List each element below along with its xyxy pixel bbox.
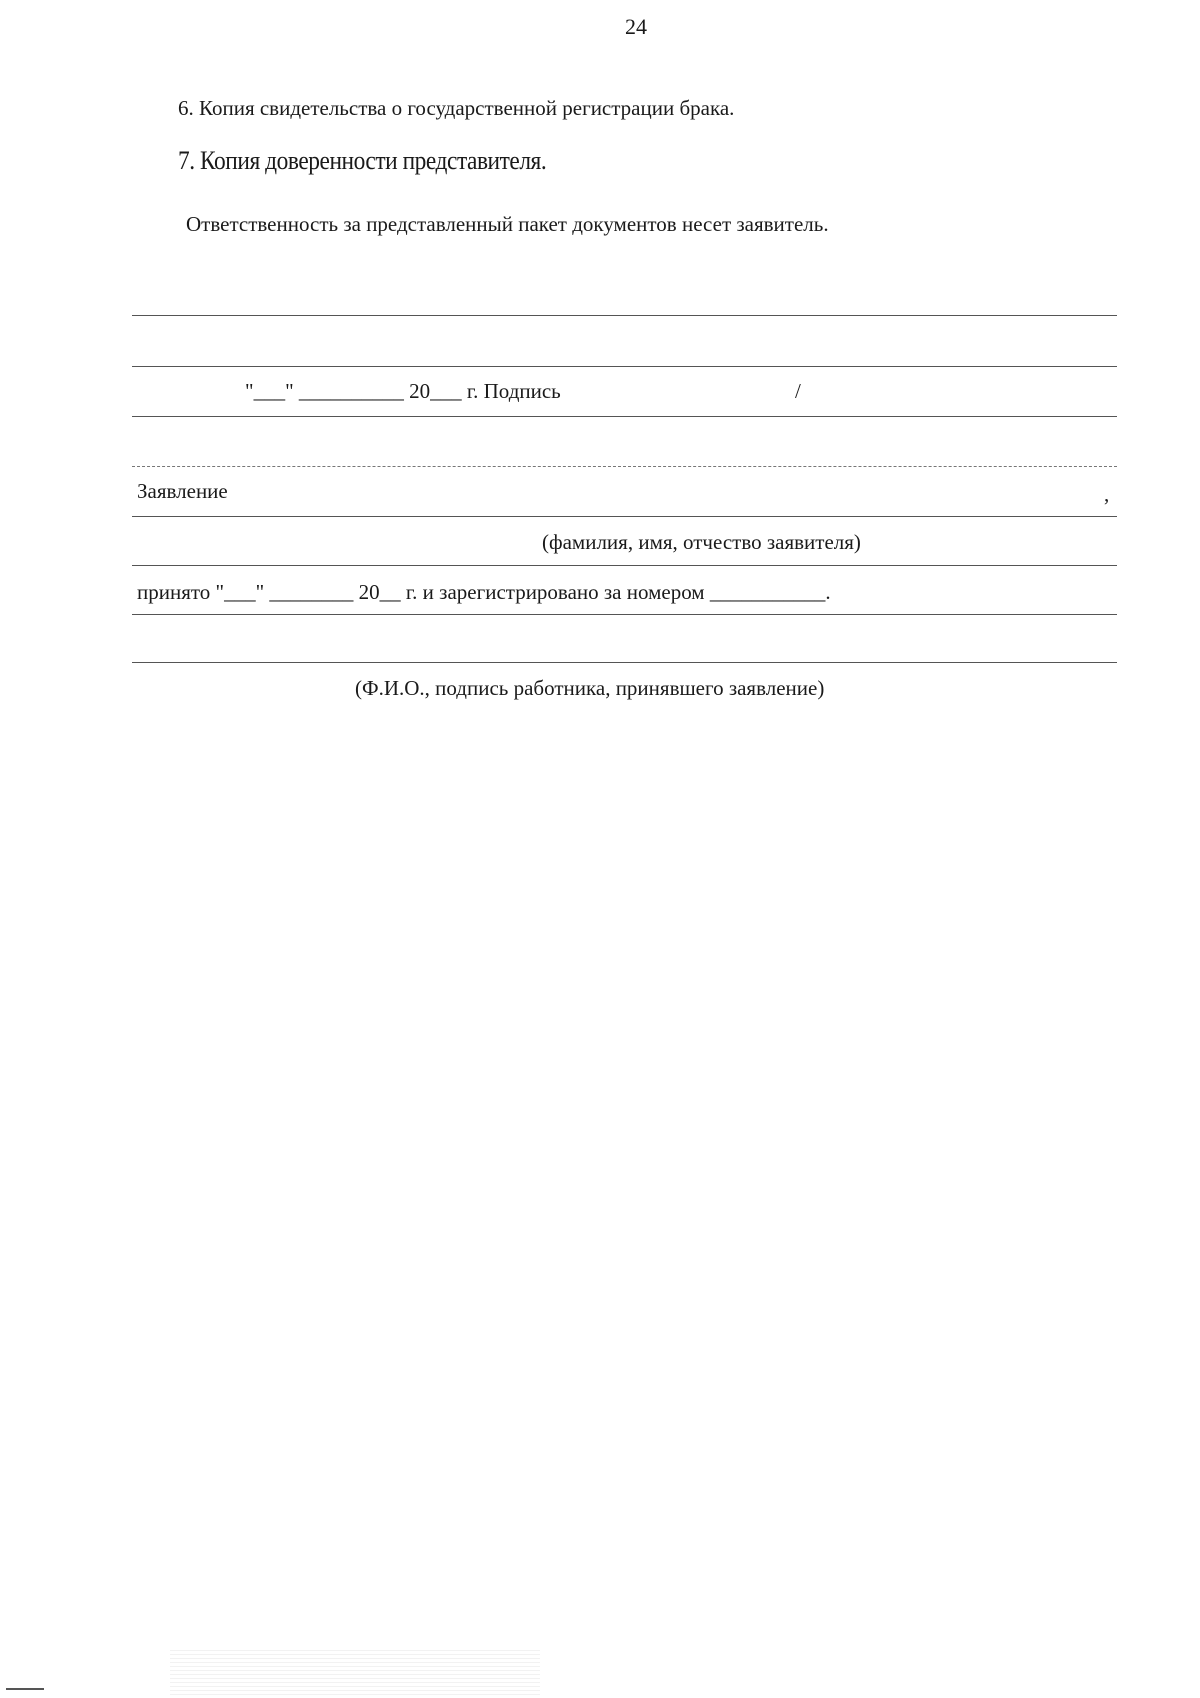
blank-line-2 bbox=[132, 366, 1117, 367]
worker-signature-line bbox=[132, 662, 1117, 663]
signature-date-line: "___" __________ 20___ г. Подпись bbox=[245, 379, 561, 403]
document-list-item-6: 6. Копия свидетельства о государственной регистрации брака. bbox=[178, 96, 735, 120]
applicant-name-line bbox=[132, 516, 1117, 517]
signature-underline bbox=[132, 416, 1117, 417]
cut-line bbox=[132, 466, 1117, 467]
document-list-item-7: 7. Копия доверенности представителя. bbox=[178, 146, 547, 175]
worker-signature-caption: (Ф.И.О., подпись работника, принявшего заявление) bbox=[355, 676, 825, 700]
accepted-registration-line: принято "___" ________ 20__ г. и зарегистрировано за номером ___________. bbox=[137, 580, 831, 604]
statement-label: Заявление bbox=[137, 479, 228, 503]
scan-artifact bbox=[170, 1650, 540, 1695]
scan-edge-mark bbox=[6, 1688, 44, 1690]
applicant-name-caption: (фамилия, имя, отчество заявителя) bbox=[542, 530, 861, 554]
accepted-underline bbox=[132, 614, 1117, 615]
responsibility-note: Ответственность за представленный пакет документов несет заявитель. bbox=[186, 212, 829, 236]
blank-line-1 bbox=[132, 315, 1117, 316]
caption-underline bbox=[132, 565, 1117, 566]
signature-slash: / bbox=[795, 379, 801, 403]
page-number: 24 bbox=[625, 14, 647, 39]
statement-comma: , bbox=[1104, 482, 1110, 506]
